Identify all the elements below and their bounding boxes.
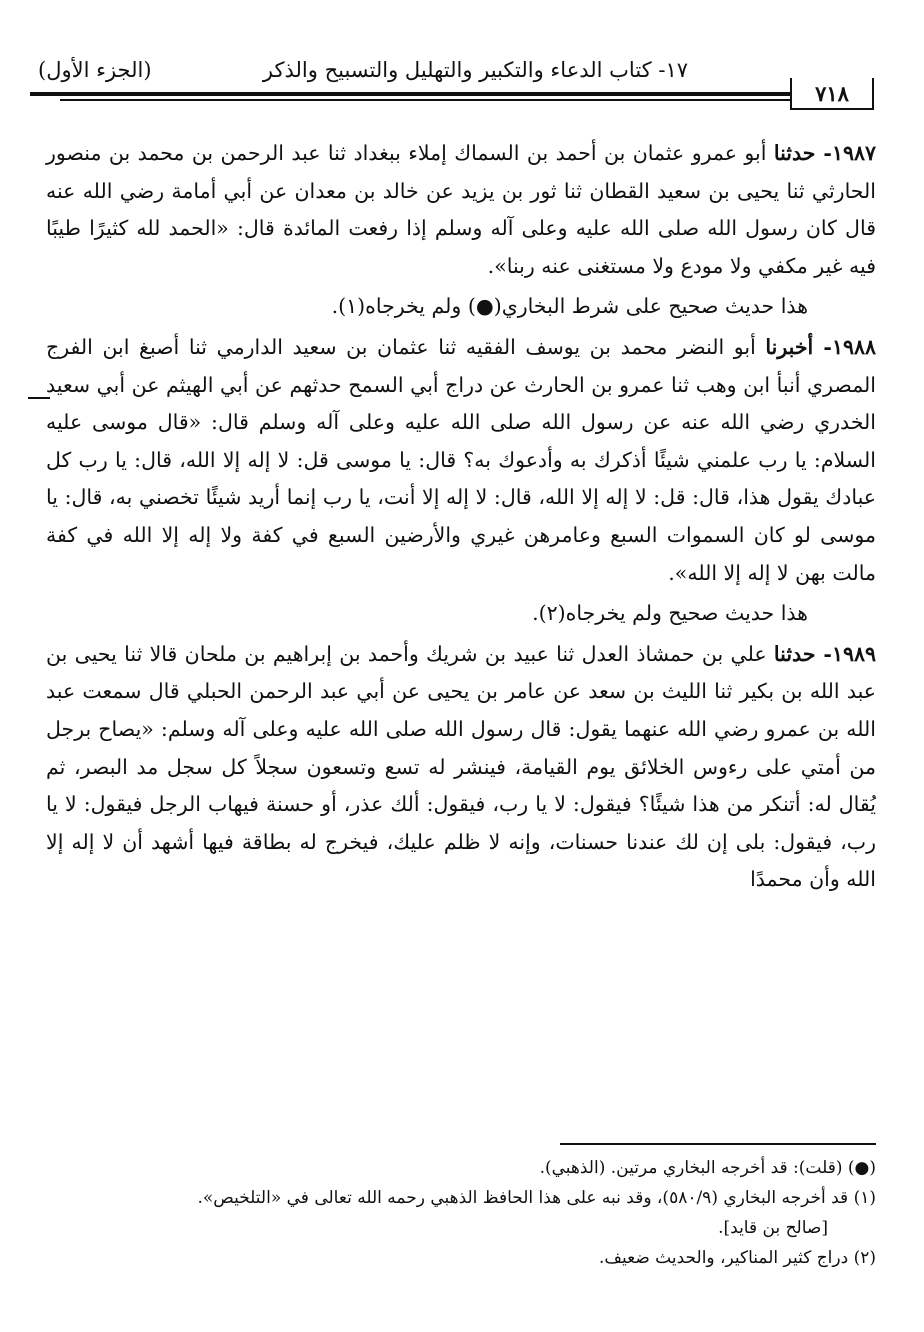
footnote-mark: (٢) xyxy=(853,1248,876,1268)
footnote-mark: (●) xyxy=(847,1158,876,1178)
footnote-divider xyxy=(560,1143,876,1145)
hadith-number: ١٩٨٧- حدثنا xyxy=(773,141,876,165)
hadith-1987 xyxy=(46,135,876,285)
hadith-text: علي بن حمشاذ العدل ثنا عبيد بن شريك وأحمد بن إبراهيم بن ملحان قالا ثنا يحيى بن عبد الله بن بكير ثنا الليث بن سعد عن عامر بن يحيى عن أبي عبد الرحمن الحبلي قال سمعت عبد الله بن عمرو رضي الله عنهما يقول: قال رسول الله صلى الله عليه وعلى آله وسلم: «يصاح برجل من أمتي على رءوس الخلائق يوم القيامة، فينشر له تسع وتسعون سجلاً كل سجل مد البصر، ثم يُقال له: أتنكر من هذا شيئًا؟ فيقول: لا يا رب، فيقول: ألك عذر، أو حسنة فيهاب الرجل فيقول: لا يا رب، فيقول: بلى إن لك عندنا حسنات، وإنه لا ظلم عليك، فيخرج له بطاقة فيها أشهد أن لا إله إلا الله وأن محمدًا xyxy=(46,641,876,892)
page-number xyxy=(790,78,874,110)
footnote-text: (قلت): قد أخرجه البخاري مرتين. (الذهبي). xyxy=(539,1158,843,1178)
volume-label: (الجزء الأول) xyxy=(38,58,152,82)
hadith-grading-note: هذا حديث صحيح ولم يخرجاه(٢). xyxy=(532,601,808,626)
main-text xyxy=(46,135,876,899)
footnote-mark: (١) xyxy=(853,1188,876,1208)
hadith-1989 xyxy=(46,636,876,899)
hadith-number: ١٩٨٨- أخبرنا xyxy=(765,334,876,359)
page-number-text: ٧١٨ xyxy=(815,80,849,106)
footnote-item xyxy=(46,1183,876,1213)
header-rule-thick xyxy=(60,92,790,96)
header-rule-thin xyxy=(60,99,790,101)
hadith-grading-note: هذا حديث صحيح على شرط البخاري(●) ولم يخرجاه(١). xyxy=(331,294,808,319)
footnote-text: قد أخرجه البخاري (٥٨٠/٩)، وقد نبه على هذا الحافظ الذهبي رحمه الله تعالى في «التلخيص». xyxy=(197,1188,849,1208)
footnotes xyxy=(46,1153,876,1273)
hadith-number: ١٩٨٩- حدثنا xyxy=(773,641,876,666)
footnote-item xyxy=(46,1153,876,1183)
hadith-1988 xyxy=(46,329,876,592)
footnote-item xyxy=(46,1243,876,1273)
footnote-continuation: [صالح بن قايد]. xyxy=(718,1218,828,1238)
hadith-text: أبو عمرو عثمان بن أحمد بن السماك إملاء ببغداد ثنا عبد الرحمن بن محمد بن منصور الحارثي ثنا يحيى بن سعيد القطان ثنا ثور بن يزيد عن خالد بن معدان عن أبي أمامة رضي الله عنه قال كان رسول الله صلى الله عليه وعلى آله وسلم إذا رفعت المائدة قال: «الحمد لله كثيرًا طيبًا فيه غير مكفي ولا مودع ولا مستغنى عنه ربنا». xyxy=(46,141,876,278)
hadith-text: أبو النضر محمد بن يوسف الفقيه ثنا عثمان بن سعيد الدارمي ثنا أصبغ ابن الفرج المصري أنبأ ابن وهب ثنا عمرو بن الحارث عن دراج أبي السمح حدثهم عن أبي الهيثم عن أبي سعيد الخدري رضي الله عنه عن رسول الله صلى الله عليه وعلى آله وسلم قال: «قال موسى عليه السلام: يا رب علمني شيئًا أذكرك به وأدعوك به؟ قال: يا موسى قل: لا إله إلا الله، قال: يا رب كل عبادك يقول هذا، قال: قل: لا إله إلا الله، قال: لا إله إلا أنت، يا رب إنما أريد شيئًا تخصني به، قال: يا موسى لو كان السموات السبع وعامرهن غيري والأرضين السبع في كفة ولا إله إلا الله في كفة مالت بهن لا إله إلا الله». xyxy=(46,334,876,585)
footnote-text: دراج كثير المناكير، والحديث ضعيف. xyxy=(599,1248,849,1268)
chapter-title: ١٧- كتاب الدعاء والتكبير والتهليل والتسبيح والذكر xyxy=(262,58,688,82)
running-header xyxy=(32,50,878,90)
header-rule-left xyxy=(30,92,60,96)
